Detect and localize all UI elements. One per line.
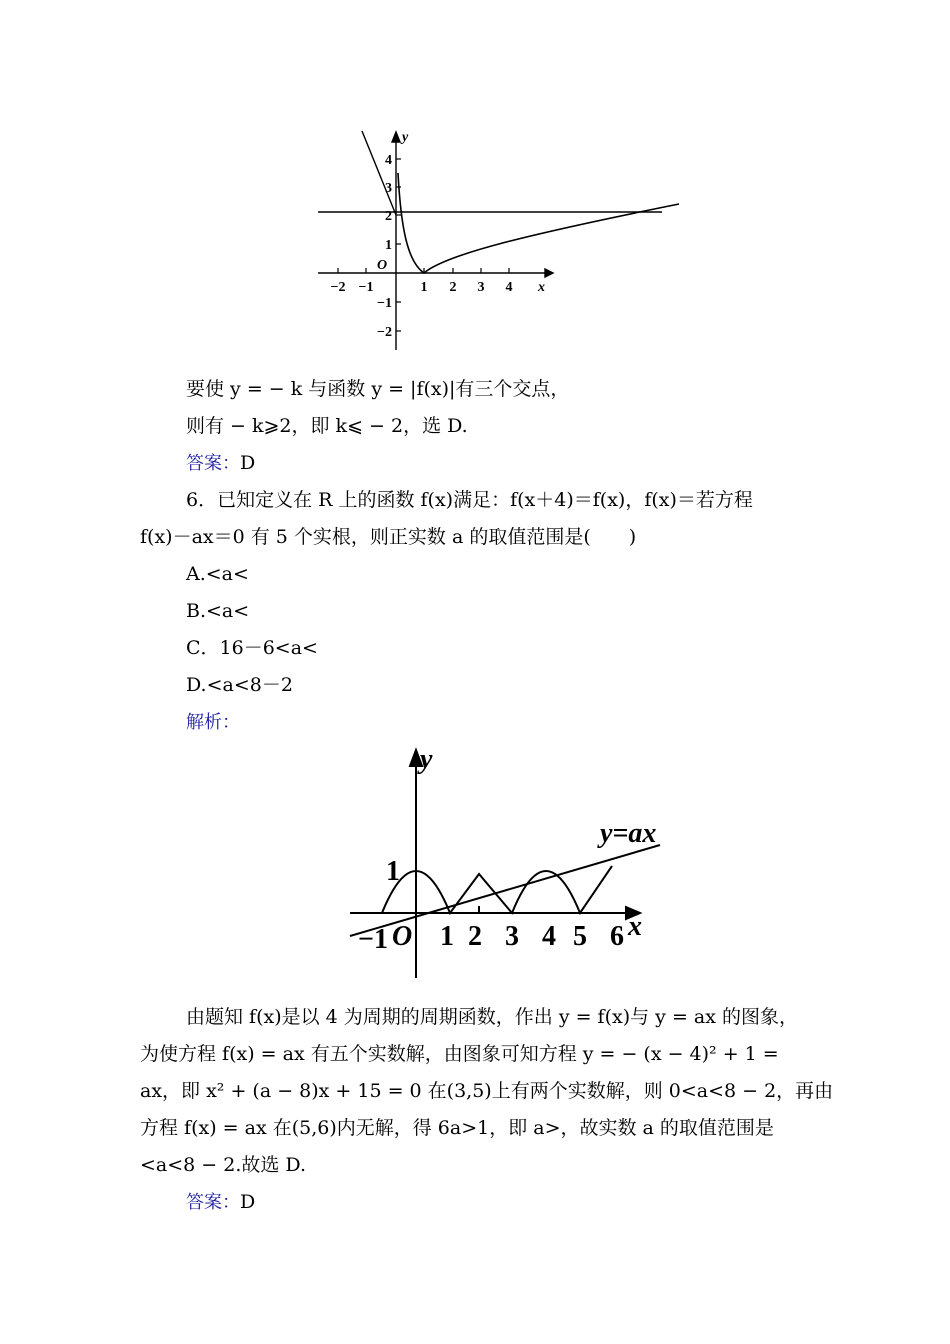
y-tick-label: −2 [377, 325, 392, 340]
figure-2-x-tick-labels [440, 921, 624, 952]
x-axis-label: x [538, 280, 545, 295]
solution-line2: 为使方程 f(x) = ax 有五个实数解，由图象可知方程 y = − (x − 4)² + 1 = [140, 1043, 779, 1065]
x-tick-label: 6 [610, 921, 624, 952]
origin-label: O [392, 921, 413, 952]
solution-answer [186, 1189, 255, 1216]
option-c: C．16－6<a< [186, 637, 318, 659]
x-tick-label: 5 [573, 921, 587, 952]
x-tick-label: −2 [330, 280, 346, 295]
x-axis-label: x [628, 911, 642, 942]
y-axis-label: y [402, 130, 409, 145]
x-tick-label: 4 [505, 280, 513, 295]
answer-label: 答案： [186, 1192, 240, 1213]
answer-value: D [240, 1191, 256, 1213]
solution-line3: ax，即 x² + (a − 8)x + 15 = 0 在(3,5)上有两个实数解，则 0<a<8 − 2，再由 [140, 1080, 834, 1102]
origin-label: O [377, 258, 388, 273]
x-tick-label: 2 [468, 921, 482, 952]
x-tick-label: 3 [505, 921, 519, 952]
x-tick-label: 1 [440, 921, 454, 952]
y-tick-label: 3 [385, 181, 392, 196]
option-a: A.<a< [186, 563, 249, 585]
x-tick-label: 1 [420, 280, 428, 295]
y-tick-label: 4 [385, 153, 392, 168]
line-label: y=ax [600, 818, 657, 849]
question6-stem-line2: f(x)－ax＝0 有 5 个实根，则正实数 a 的取值范围是( ) [140, 526, 637, 548]
y-tick-label: −1 [377, 296, 392, 311]
x-tick-label: −1 [358, 280, 374, 295]
solution-line4: 方程 f(x) = ax 在(5,6)内无解，得 6a>1，即 a>，故实数 a 的取值范围是 [140, 1117, 774, 1139]
y-tick-label: 1 [385, 238, 392, 253]
answer-label: 答案： [186, 453, 240, 474]
text1-line2: 则有 − k⩾2，即 k⩽ − 2，选 D. [186, 415, 468, 437]
solution-line5: <a<8 − 2.故选 D. [140, 1154, 307, 1176]
option-b: B.<a< [186, 600, 250, 622]
x-tick-label: 3 [477, 280, 485, 295]
answer-value: D [240, 452, 256, 474]
option-d: D.<a<8－2 [186, 674, 293, 696]
text1-line1: 要使 y = − k 与函数 y = |f(x)|有三个交点， [186, 378, 570, 400]
solution-line1: 由题知 f(x)是以 4 为周期的周期函数，作出 y = f(x)与 y = ax 的图象， [186, 1006, 798, 1028]
neg-one-label: −1 [358, 924, 388, 955]
y-one-label: 1 [386, 856, 400, 887]
x-tick-label: 4 [542, 921, 556, 952]
x-tick-label: 2 [449, 280, 457, 295]
analysis-label-text: 解析： [186, 712, 240, 733]
question6-stem-line1: 6．已知定义在 R 上的函数 f(x)满足：f(x＋4)＝f(x)，f(x)＝若方程 [186, 489, 753, 511]
y-tick-label: 2 [385, 209, 392, 224]
y-axis-label: y [420, 744, 433, 775]
